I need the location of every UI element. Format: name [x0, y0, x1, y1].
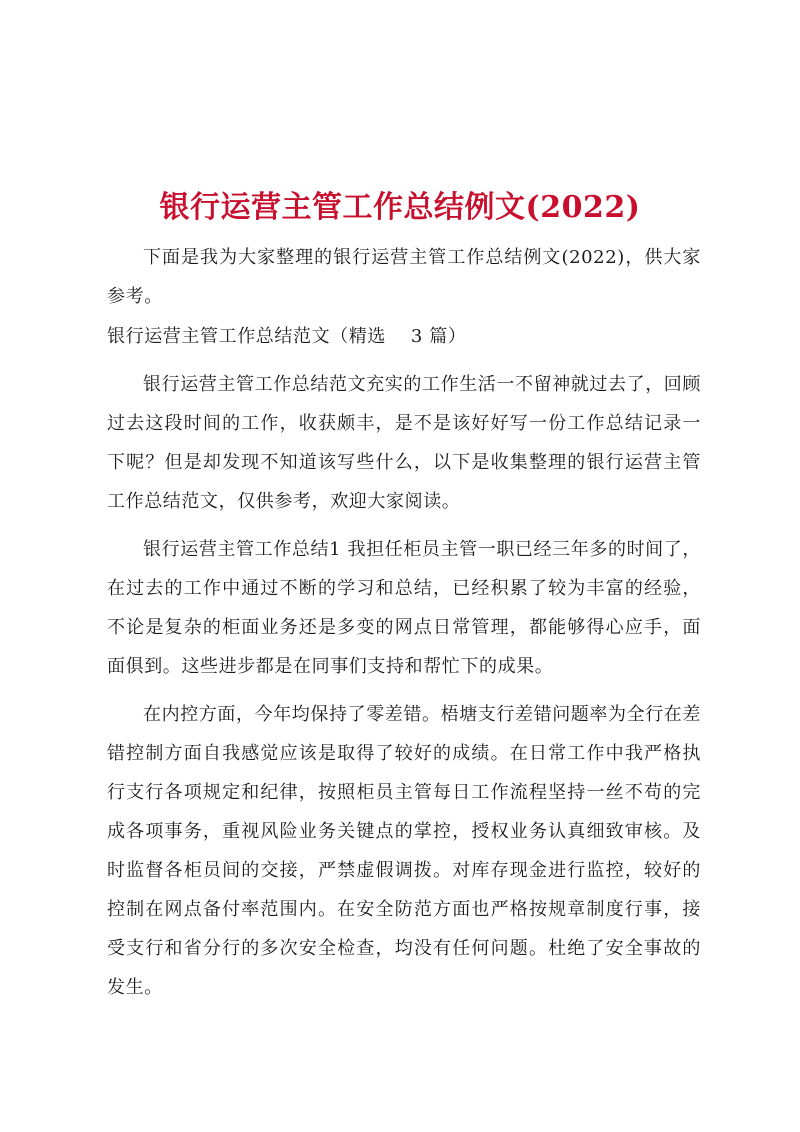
- body-paragraph-3: 在内控方面，今年均保持了零差错。梧塘支行差错问题率为全行在差错控制方面自我感觉应该是取得了较好的成绩。在日常工作中我严格执行支行各项规定和纪律，按照柜员主管每日工作流程坚持一丝不苟的完成各项事务，重视风险业务关键点的掌控，授权业务认真细致审核。及时监督各柜员间的交接，严禁虚假调拨。对库存现金进行监控，较好的控制在网点备付率范围内。在安全防范方面也严格按规章制度行事，接受支行和省分行的多次安全检查，均没有任何问题。杜绝了安全事故的发生。: [107, 704, 701, 998]
- intro-paragraph: 下面是我为大家整理的银行运营主管工作总结例文(2022)，供大家参考。: [107, 247, 701, 307]
- body-paragraph-1: 银行运营主管工作总结范文充实的工作生活一不留神就过去了，回顾过去这段时间的工作，收获颇丰，是不是该好好写一份工作总结记录一下呢？但是却发现不知道该写些什么，以下是收集整理的银行运营主管工作总结范文，仅供参考，欢迎大家阅读。: [107, 374, 701, 512]
- document-body: [107, 238, 701, 1007]
- document-title: 银行运营主管工作总结例文(2022): [159, 190, 641, 226]
- body-paragraph-2: 银行运营主管工作总结1 我担任柜员主管一职已经三年多的时间了，在过去的工作中通过不断的学习和总结，已经积累了较为丰富的经验，不论是复杂的柜面业务还是多变的网点日常管理，都能够得心应手，面面俱到。这些进步都是在同事们支持和帮忙下的成果。: [107, 539, 701, 677]
- section-subheading: 银行运营主管工作总结范文（精选 3 篇）: [107, 326, 467, 347]
